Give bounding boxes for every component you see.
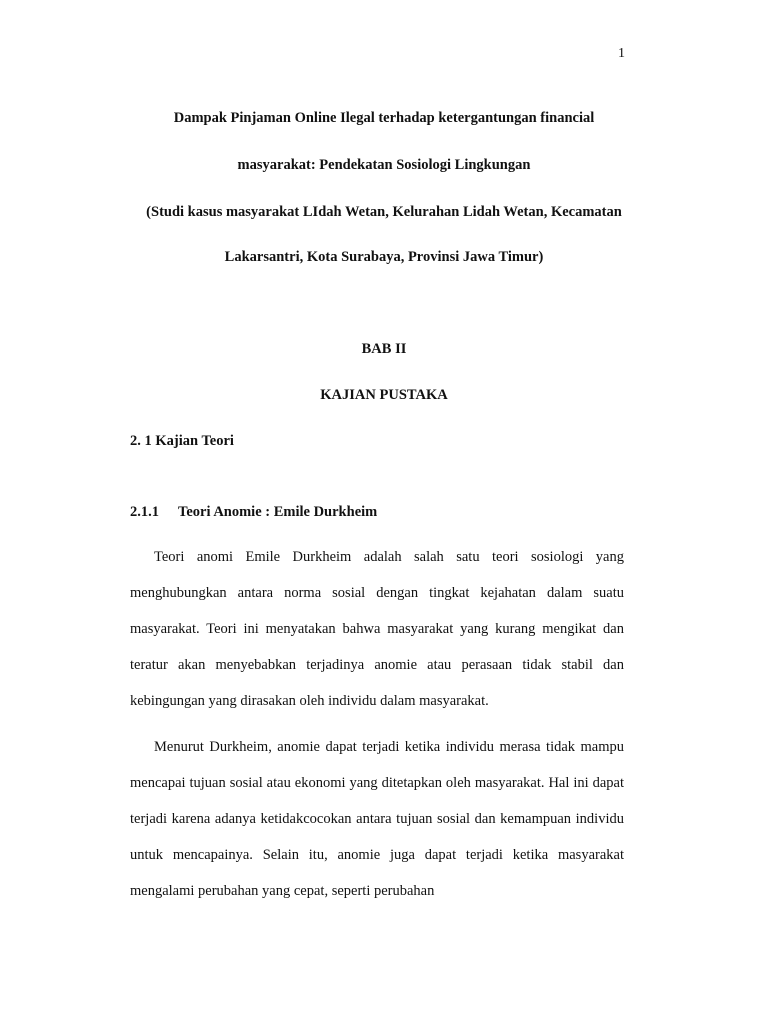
document-title-line-1: Dampak Pinjaman Online Ilegal terhadap ketergantungan financial	[173, 110, 595, 126]
subsection-title: Teori Anomie : Emile Durkheim	[178, 504, 378, 520]
chapter-label: BAB II	[361, 341, 407, 357]
body-paragraph-2: Menurut Durkheim, anomie dapat terjadi ketika individu merasa tidak mampu mencapai tujuan sosial atau ekonomi yang ditetapkan oleh masyarakat. Hal ini dapat terjadi karena adanya ketidakcocokan antara tujuan sosial dan kemampuan individu untuk mencapainya. Selain itu, anomie juga dapat terjadi ketika masyarakat mengalami perubahan yang cepat, seperti perubahan	[130, 739, 624, 899]
subsection-number: 2.1.1	[130, 504, 159, 520]
document-subtitle-line-2: Lakarsantri, Kota Surabaya, Provinsi Jawa Timur)	[224, 249, 544, 265]
document-title-line-2: masyarakat: Pendekatan Sosiologi Lingkungan	[237, 157, 531, 173]
body-paragraph-1: Teori anomi Emile Durkheim adalah salah satu teori sosiologi yang menghubungkan antara norma sosial dengan tingkat kejahatan dalam suatu masyarakat. Teori ini menyatakan bahwa masyarakat yang kurang mengikat dan teratur akan menyebabkan terjadinya anomie atau perasaan tidak stabil dan kebingungan yang dirasakan oleh individu dalam masyarakat.	[130, 549, 624, 709]
subsection-heading	[130, 504, 377, 521]
chapter-title: KAJIAN PUSTAKA	[320, 387, 448, 403]
section-heading: 2. 1 Kajian Teori	[130, 433, 234, 449]
document-subtitle-line-1: (Studi kasus masyarakat LIdah Wetan, Kelurahan Lidah Wetan, Kecamatan	[146, 204, 622, 220]
page-number: 1	[618, 46, 625, 61]
